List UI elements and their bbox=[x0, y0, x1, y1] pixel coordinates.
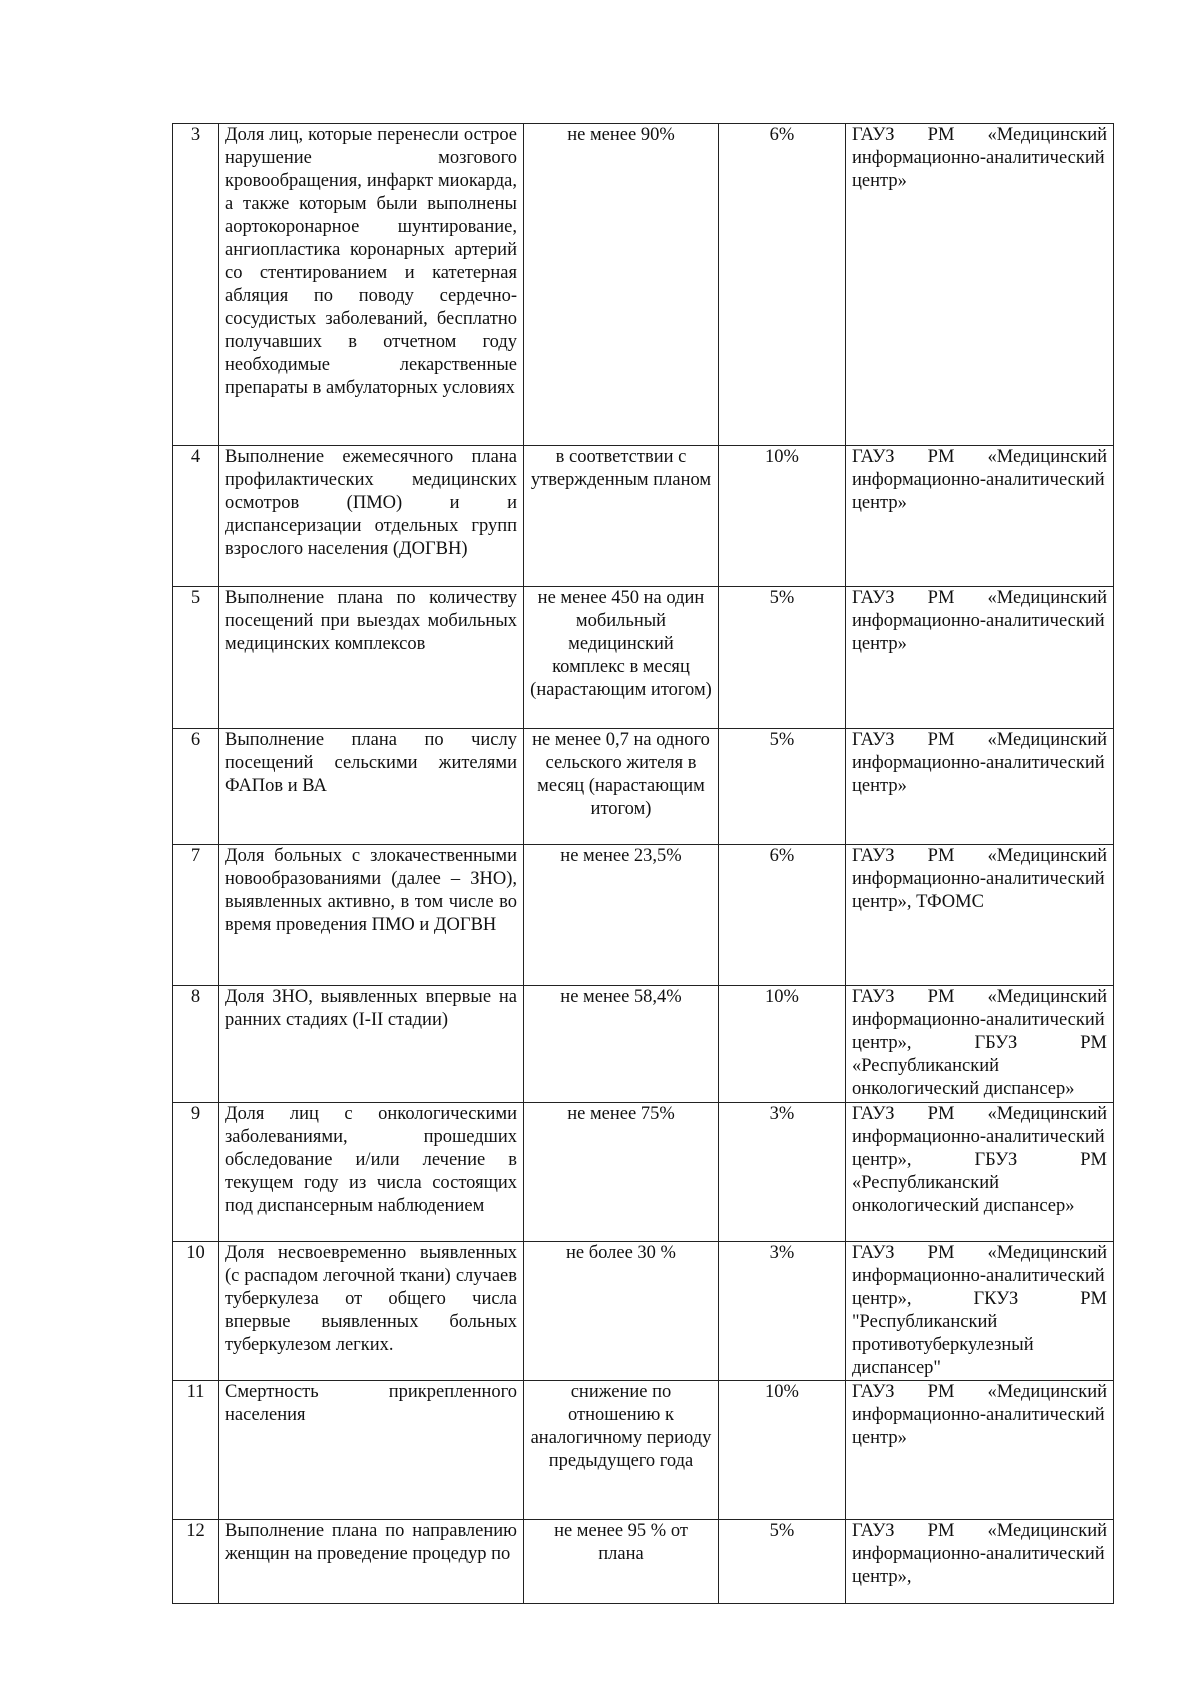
weight-value: 5% bbox=[719, 1520, 846, 1604]
row-number: 8 bbox=[173, 986, 219, 1103]
indicator-name: Доля ЗНО, выявленных впервые на ранних стадиях (I-II стадии) bbox=[219, 986, 524, 1103]
target-value: не менее 90% bbox=[524, 124, 719, 446]
row-number: 9 bbox=[173, 1103, 219, 1242]
indicators-table-body bbox=[173, 124, 1114, 1604]
row-number: 3 bbox=[173, 124, 219, 446]
indicator-name: Доля несвоевременно выявленных (с распадом легочной ткани) случаев туберкулеза от общего числа впервые выявленных больных туберкулезом легких. bbox=[219, 1242, 524, 1381]
weight-value: 10% bbox=[719, 446, 846, 587]
weight-value: 5% bbox=[719, 587, 846, 729]
indicator-name: Доля лиц, которые перенесли острое нарушение мозгового кровообращения, инфаркт миокарда, а также которым были выполнены аортокоронарное шунтирование, ангиопластика коронарных артерий со стентированием и катетерная абляция по поводу сердечно-сосудистых заболеваний, бесплатно получавших в отчетном году необходимые лекарственные препараты в амбулаторных условиях bbox=[219, 124, 524, 446]
row-number: 12 bbox=[173, 1520, 219, 1604]
data-source: ГАУЗ РМ «Медицинский информационно-аналитический центр» bbox=[846, 1381, 1114, 1520]
target-value: не более 30 % bbox=[524, 1242, 719, 1381]
table-row bbox=[173, 845, 1114, 986]
row-number: 5 bbox=[173, 587, 219, 729]
indicator-name: Доля больных с злокачественными новообразованиями (далее – ЗНО), выявленных активно, в том числе во время проведения ПМО и ДОГВН bbox=[219, 845, 524, 986]
indicator-name: Выполнение плана по направлению женщин на проведение процедур по bbox=[219, 1520, 524, 1604]
indicator-name: Выполнение плана по числу посещений сельскими жителями ФАПов и ВА bbox=[219, 729, 524, 845]
table-row bbox=[173, 124, 1114, 446]
weight-value: 5% bbox=[719, 729, 846, 845]
target-value: не менее 0,7 на одного сельского жителя в месяц (нарастающим итогом) bbox=[524, 729, 719, 845]
target-value: снижение по отношению к аналогичному периоду предыдущего года bbox=[524, 1381, 719, 1520]
weight-value: 10% bbox=[719, 986, 846, 1103]
data-source: ГАУЗ РМ «Медицинский информационно-аналитический центр» bbox=[846, 587, 1114, 729]
weight-value: 10% bbox=[719, 1381, 846, 1520]
table-row bbox=[173, 1242, 1114, 1381]
table-row bbox=[173, 729, 1114, 845]
table-row bbox=[173, 1103, 1114, 1242]
data-source: ГАУЗ РМ «Медицинский информационно-аналитический центр», ГБУЗ РМ «Республиканский онкологический диспансер» bbox=[846, 1103, 1114, 1242]
table-row bbox=[173, 1381, 1114, 1520]
indicator-name: Выполнение ежемесячного плана профилактических медицинских осмотров (ПМО) и и диспансеризации отдельных групп взрослого населения (ДОГВН) bbox=[219, 446, 524, 587]
indicator-name: Смертность прикрепленного населения bbox=[219, 1381, 524, 1520]
target-value: не менее 23,5% bbox=[524, 845, 719, 986]
data-source: ГАУЗ РМ «Медицинский информационно-аналитический центр», ГКУЗ РМ "Республиканский противотуберкулезный диспансер" bbox=[846, 1242, 1114, 1381]
table-row bbox=[173, 1520, 1114, 1604]
weight-value: 3% bbox=[719, 1103, 846, 1242]
weight-value: 6% bbox=[719, 845, 846, 986]
target-value: не менее 58,4% bbox=[524, 986, 719, 1103]
indicator-name: Выполнение плана по количеству посещений при выездах мобильных медицинских комплексов bbox=[219, 587, 524, 729]
row-number: 7 bbox=[173, 845, 219, 986]
row-number: 4 bbox=[173, 446, 219, 587]
target-value: не менее 95 % от плана bbox=[524, 1520, 719, 1604]
data-source: ГАУЗ РМ «Медицинский информационно-аналитический центр», bbox=[846, 1520, 1114, 1604]
data-source: ГАУЗ РМ «Медицинский информационно-аналитический центр» bbox=[846, 124, 1114, 446]
table-row bbox=[173, 587, 1114, 729]
target-value: в соответствии с утвержденным планом bbox=[524, 446, 719, 587]
data-source: ГАУЗ РМ «Медицинский информационно-аналитический центр», ТФОМС bbox=[846, 845, 1114, 986]
table-row bbox=[173, 986, 1114, 1103]
target-value: не менее 450 на один мобильный медицинский комплекс в месяц (нарастающим итогом) bbox=[524, 587, 719, 729]
weight-value: 6% bbox=[719, 124, 846, 446]
row-number: 10 bbox=[173, 1242, 219, 1381]
indicator-name: Доля лиц с онкологическими заболеваниями, прошедших обследование и/или лечение в текущем году из числа состоящих под диспансерным наблюдением bbox=[219, 1103, 524, 1242]
weight-value: 3% bbox=[719, 1242, 846, 1381]
target-value: не менее 75% bbox=[524, 1103, 719, 1242]
table-row bbox=[173, 446, 1114, 587]
data-source: ГАУЗ РМ «Медицинский информационно-аналитический центр» bbox=[846, 446, 1114, 587]
data-source: ГАУЗ РМ «Медицинский информационно-аналитический центр», ГБУЗ РМ «Республиканский онкологический диспансер» bbox=[846, 986, 1114, 1103]
data-source: ГАУЗ РМ «Медицинский информационно-аналитический центр» bbox=[846, 729, 1114, 845]
row-number: 11 bbox=[173, 1381, 219, 1520]
row-number: 6 bbox=[173, 729, 219, 845]
indicators-table bbox=[172, 123, 1114, 1604]
